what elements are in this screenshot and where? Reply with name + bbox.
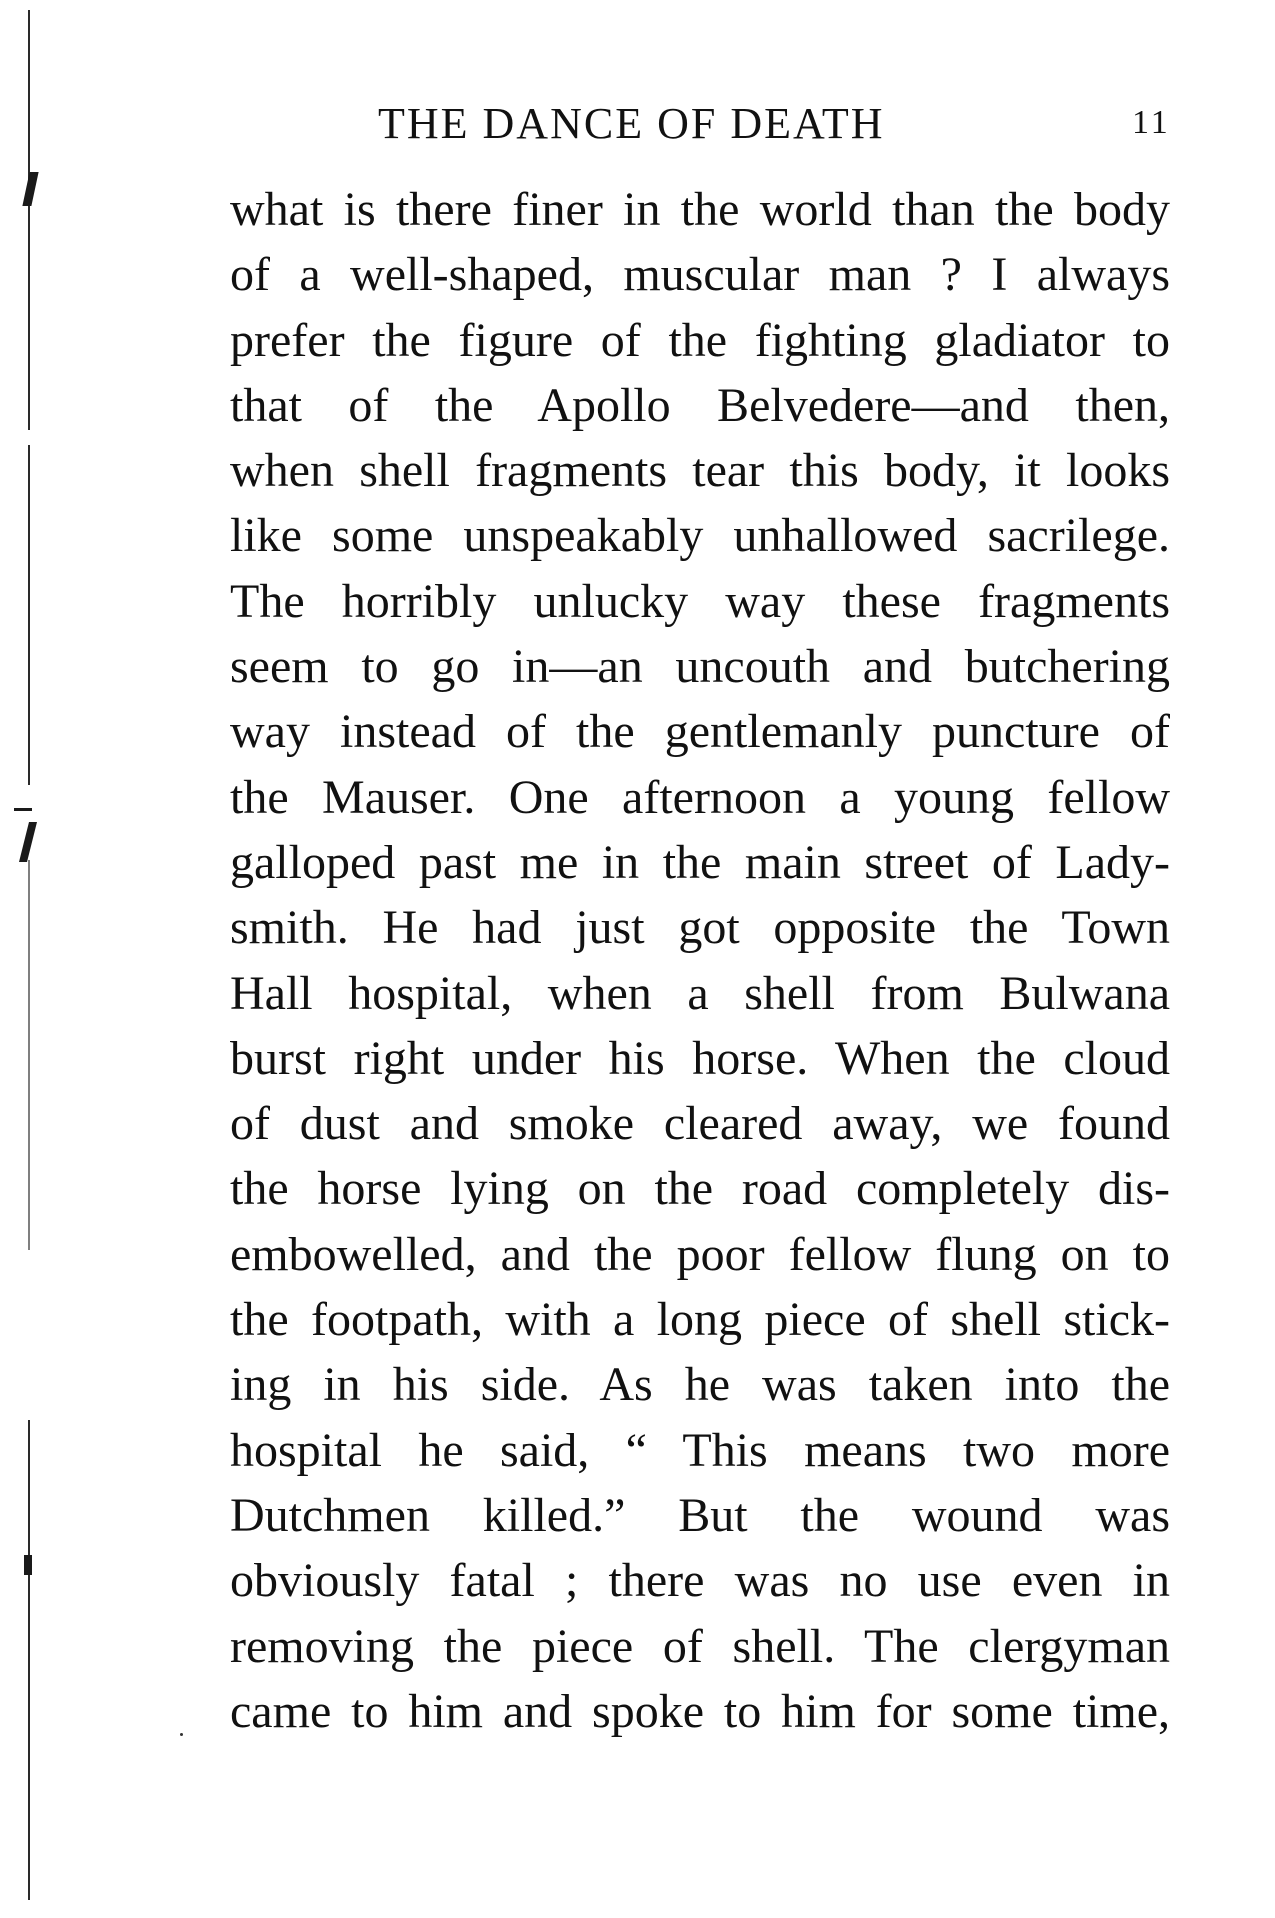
text-line: the footpath, with a long piece of shell stick- (230, 1293, 1170, 1347)
text-line: when shell fragments tear this body, it looks (230, 444, 1170, 498)
text-line: of dust and smoke cleared away, we found (230, 1097, 1170, 1151)
edge-ink-mark (24, 1555, 32, 1575)
text-line: of a well-shaped, muscular man ? I always (230, 248, 1170, 302)
text-line: way instead of the gentlemanly puncture of (230, 705, 1170, 759)
text-line: embowelled, and the poor fellow flung on to (230, 1227, 1170, 1281)
text-line: ing in his side. As he was taken into the (230, 1358, 1170, 1412)
running-title: THE DANCE OF DEATH (378, 99, 885, 148)
text-line: removing the piece of shell. The clergyman (230, 1619, 1170, 1673)
text-line: hospital he said, “ This means two more (230, 1423, 1170, 1477)
text-line: The horribly unlucky way these fragments (230, 574, 1170, 628)
binding-edge-line (28, 1420, 30, 1900)
binding-edge-line (28, 860, 30, 1250)
text-line: what is there finer in the world than the body (230, 183, 1170, 236)
text-line: Dutchmen killed.” But the wound was (230, 1488, 1170, 1542)
edge-ink-mark (19, 822, 37, 862)
text-line: that of the Apollo Belvedere—and then, (230, 378, 1170, 432)
text-line: prefer the figure of the fighting gladiator to (230, 313, 1170, 367)
text-line: obviously fatal ; there was no use even in (230, 1554, 1170, 1608)
text-line: smith. He had just got opposite the Town (230, 901, 1170, 955)
edge-ink-mark (14, 808, 32, 811)
edge-ink-mark (22, 172, 38, 206)
text-line: seem to go in—an uncouth and butchering (230, 640, 1170, 694)
binding-edge-line (28, 445, 30, 785)
text-line: came to him and spoke to him for some time, (230, 1684, 1170, 1738)
body-text (230, 177, 1170, 1744)
text-line: the horse lying on the road completely dis- (230, 1162, 1170, 1216)
text-line: Hall hospital, when a shell from Bulwana (230, 966, 1170, 1020)
text-line: like some unspeakably unhallowed sacrilege. (230, 509, 1170, 563)
page-number: 11 (1132, 104, 1171, 141)
text-line: the Mauser. One afternoon a young fellow (230, 770, 1170, 824)
binding-edge-line (28, 10, 30, 430)
text-line: galloped past me in the main street of Lady- (230, 835, 1170, 889)
text-line: burst right under his horse. When the cloud (230, 1031, 1170, 1085)
stray-dot (180, 1733, 183, 1736)
